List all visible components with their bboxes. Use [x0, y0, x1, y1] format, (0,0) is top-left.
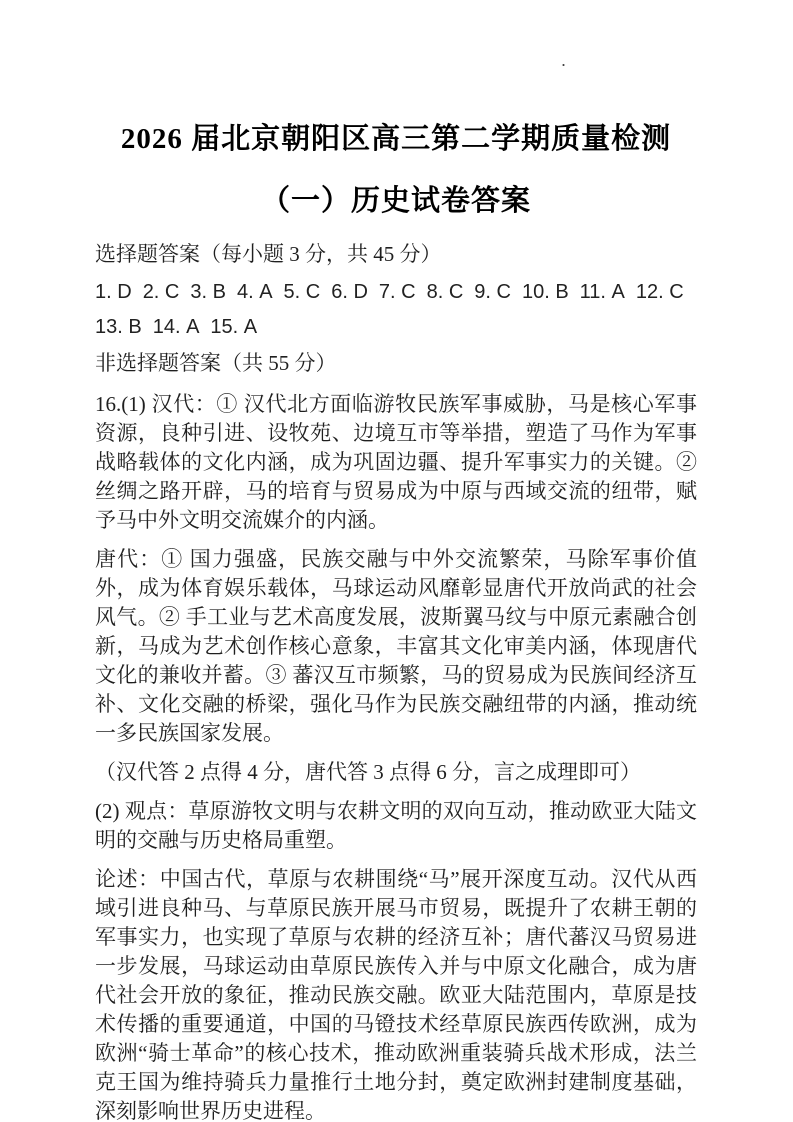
choice-answer: 7. C: [378, 281, 416, 303]
document-title-line2: （一）历史试卷答案: [260, 185, 531, 217]
choice-answer: 5. C: [283, 281, 321, 303]
answer-16-1-tang-paragraph: 唐代：① 国力强盛，民族交融与中外交流繁荣，马除军事价值外，成为体育娱乐载体，马球运动风靡彰显唐代开放尚武的社会风气。② 手工业与艺术高度发展，波斯翼马纹与中原元素融合创新，马成为艺术创作核心意象，丰富其文化审美内涵，体现唐代文化的兼收并蓄。③ 蕃汉互市频繁，马的贸易成为民族间经济互补、文化交融的桥梁，强化马作为民族交融纽带的内涵，推动统一多民族国家发展。: [95, 547, 697, 745]
choice-answer: 13. B: [95, 316, 142, 338]
choice-answer: 11. A: [579, 281, 625, 303]
choice-answer: 8. C: [426, 281, 464, 303]
choice-answer: 12. C: [635, 281, 684, 303]
choice-answer: 15. A: [210, 316, 258, 338]
choice-answer: 10. B: [521, 281, 569, 303]
essay-section-heading: 非选择题答案（共 55 分）: [95, 351, 337, 375]
answer-16-1-han-paragraph: 16.(1) 汉代：① 汉代北方面临游牧民族军事威胁，马是核心军事资源，良种引进、设牧苑、边境互市等举措，塑造了马作为军事战略载体的文化内涵，成为巩固边疆、提升军事实力的关键。② 丝绸之路开辟，马的培育与贸易成为中原与西域交流的纽带，赋予马中外文明交流媒介的内涵。: [95, 392, 697, 532]
scoring-note: （汉代答 2 点得 4 分，唐代答 3 点得 6 分，言之成理即可）: [95, 760, 641, 784]
choice-answer: 6. D: [331, 281, 368, 303]
choice-answers-list: [95, 275, 697, 345]
choice-answer: 14. A: [152, 316, 200, 338]
answer-16-2-viewpoint: (2) 观点：草原游牧文明与农耕文明的双向互动，推动欧亚大陆文明的交融与历史格局重塑。: [95, 799, 697, 852]
choice-answer: 2. C: [142, 281, 180, 303]
document-title-line1: 2026 届北京朝阳区高三第二学期质量检测: [120, 123, 672, 155]
answer-16-2-discussion: 论述：中国古代，草原与农耕围绕“马”展开深度互动。汉代从西域引进良种马、与草原民族开展马市贸易，既提升了农耕王朝的军事实力，也实现了草原与农耕的经济互补；唐代蕃汉马贸易进一步发展，马球运动由草原民族传入并与中原文化融合，成为唐代社会开放的象征，推动民族交融。欧亚大陆范围内，草原是技术传播的重要通道，中国的马镫技术经草原民族西传欧洲，成为欧洲“骑士革命”的核心技术，推动欧洲重装骑兵战术形成，法兰克王国为维持骑兵力量推行土地分封，奠定欧洲封建制度基础，深刻影响世界历史进程。: [95, 867, 697, 1122]
choice-answer: 3. B: [190, 281, 226, 303]
choice-section-heading: 选择题答案（每小题 3 分，共 45 分）: [95, 242, 442, 266]
stray-dot-mark: .: [561, 50, 567, 70]
choice-answer: 4. A: [236, 281, 273, 303]
choice-answer: 9. C: [474, 281, 511, 303]
choice-answer: 1. D: [95, 281, 132, 303]
